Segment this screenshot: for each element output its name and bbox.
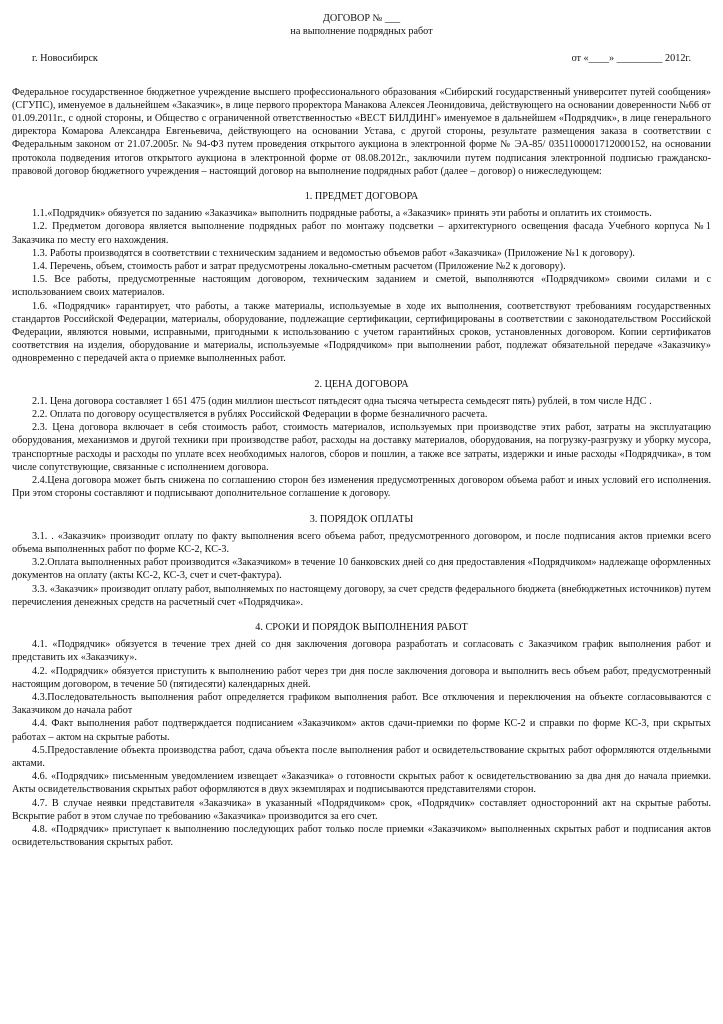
clause: 4.1. «Подрядчик» обязуется в течение трех дней со дня заключения договора разработать и согласовать с Заказчиком график выполнения работ и представить их «Заказчику». — [12, 639, 711, 664]
clause: 2.1. Цена договора составляет 1 651 475 (один миллион шестьсот пятьдесят одна тысяча четыреста семьдесят пять) рублей, в том числе НДС . — [32, 395, 652, 407]
clause: 4.4. Факт выполнения работ подтверждается подписанием «Заказчиком» актов сдачи-приемки по форме КС-2 и справки по форме КС-3, при скрытых работах – актом на скрытые работы. — [12, 718, 711, 743]
section-heading: 3. ПОРЯДОК ОПЛАТЫ — [309, 513, 414, 525]
clause: 4.7. В случае неявки представителя «Заказчика» в указанный «Подрядчиком» срок, «Подрядчик» составляет односторонний акт на скрытые работы. Вскрытие работ в этом случае по требованию «Заказчика» производится за его счет. — [12, 797, 711, 822]
clause: 4.3.Последовательность выполнения работ определяется графиком выполнения работ. Все отключения и переключения на объекте согласовываются с Заказчиком до начала работ — [12, 691, 711, 717]
clause: 1.6. «Подрядчик» гарантирует, что работы, а также материалы, используемые в ходе их выполнения, соответствуют требованиям государственных стандартов Российской Федерации, материалы, оборудование, подлежащие сертификации, сертифицированы в соответствии с законодательством Российской Федерации, являются новыми, исправными, пригодными к использованию с учетом гарантийных сроков, установленных договором. Копии сертификатов соответствия на изделия, оборудование и материалы, используемые «Подрядчиком» при выполнении работ, подлежат обязательной передаче «Заказчику» одновременно с передачей акта о приемке выполненных работ. — [12, 300, 711, 365]
clause: 4.2. «Подрядчик» обязуется приступить к выполнению работ через три дня после заключения договора и выполнить весь объем работ, предусмотренный настоящим договором, в течение 50 (пятидесяти) календарных дней. — [12, 665, 711, 690]
clause: 1.3. Работы производятся в соответствии с техническим заданием и ведомостью объемов работ «Заказчика» (Приложение №1 к договору). — [32, 247, 635, 259]
contract-subtitle: на выполнение подрядных работ — [290, 26, 433, 38]
clause: 1.5. Все работы, предусмотренные настоящим договором, техническим заданием и сметой, выполняются «Подрядчиком» своими силами и с использованием своих материалов. — [12, 274, 711, 299]
preamble-paragraph: Федеральное государственное бюджетное учреждение высшего профессионального образования «Сибирский государственный университет путей сообщения» (СГУПС), именуемое в дальнейшем «Заказчик», в лице первого проректора Манакова Алексея Леонидовича, действующего на основании доверенности №66 от 01.09.2011г., с одной стороны, и Общество с ограниченной ответственностью «ВЕСТ БИЛДИНГ» именуемое в дальнейшем «Подрядчик», в лице генерального директора Комарова Александра Евгеньевича, действующего на основании Устава, с другой стороны, результате размещения заказа в соответствии с Федеральным законом от 21.07.2005г. № 94-ФЗ путем проведения открытого аукциона в электронной форме № ЭА-85/ 0351100001712000152, на основании протокола подведения итогов открытого аукциона в электронной форме от 08.08.2012г., заключили путем подписания электронной подписью гражданско-правовой договор бюджетного учреждения – настоящий договор на выполнение подрядных работ (далее – договор) о нижеследующем: — [12, 86, 711, 177]
clause: 1.1.«Подрядчик» обязуется по заданию «Заказчика» выполнить подрядные работы, а «Заказчик» принять эти работы и оплатить их стоимость. — [32, 208, 652, 220]
clause: 1.2. Предметом договора является выполнение подрядных работ по монтажу подсветки – архитектурного освещения фасада Учебного корпуса №1 Заказчика по месту его нахождения. — [12, 221, 711, 246]
clause: 2.4.Цена договора может быть снижена по соглашению сторон без изменения предусмотренных договором объема работ и иных условий его исполнения. При этом стороны составляют и подписывают дополнительное соглашение к договору. — [12, 475, 711, 500]
section-heading: 1. ПРЕДМЕТ ДОГОВОРА — [304, 191, 419, 203]
clause: 1.4. Перечень, объем, стоимость работ и затрат предусмотрены локально-сметным расчетом (Приложение №2 к договору). — [32, 261, 566, 273]
clause: 3.1. . «Заказчик» производит оплату по факту выполнения всего объема работ, предусмотренного договором, и после подписания актов приемки всего объема выполненных работ по форме КС-2, КС-3. — [12, 530, 711, 555]
city-label: г. Новосибирск — [32, 53, 98, 65]
contract-title: ДОГОВОР № ___ — [322, 13, 401, 24]
section-heading: 2. ЦЕНА ДОГОВОРА — [314, 378, 409, 390]
section-heading: 4. СРОКИ И ПОРЯДОК ВЫПОЛНЕНИЯ РАБОТ — [255, 621, 468, 633]
date-label: от «____» _________ 2012г. — [571, 53, 691, 65]
clause: 4.6. «Подрядчик» письменным уведомлением извещает «Заказчика» о готовности скрытых работ к освидетельствованию за два дня до начала приемки. Акты освидетельствования скрытых работ оформляются в двух экземплярах и подписываются представителями сторон. — [12, 771, 711, 796]
clause: 2.2. Оплата по договору осуществляется в рублях Российской Федерации в форме безналичного расчета. — [32, 409, 488, 421]
clause: 2.3. Цена договора включает в себя стоимость работ, стоимость материалов, используемых при производстве этих работ, затраты на эксплуатацию оборудования, механизмов и другой техники при производстве работ, расходы на доставку материалов, оборудования, на погрузку-разгрузку и уборку мусора, транспортные расходы и расходы по уплате всех необходимых налогов, сборов и пошлин, а также все затраты, издержки и иные расходы «Подрядчика», в том числе сопутствующие, связанные с исполнением договора. — [12, 422, 711, 473]
clause: 3.3. «Заказчик» производит оплату работ, выполняемых по настоящему договору, за счет средств федерального бюджета (внебюджетных источников) путем перечисления денежных средств на расчетный счет «Подрядчика». — [12, 583, 711, 608]
clause: 4.8. «Подрядчик» приступает к выполнению последующих работ только после приемки «Заказчиком» выполненных скрытых работ и подписания актов освидетельствования скрытых работ. — [12, 823, 711, 849]
place-date-row — [12, 52, 711, 65]
clause: 4.5.Предоставление объекта производства работ, сдача объекта после выполнения работ и освидетельствование скрытых работ оформляются отдельными актами. — [12, 744, 711, 769]
clause: 3.2.Оплата выполненных работ производится «Заказчиком» в течение 10 банковских дней со дня предоставления «Подрядчиком» надлежаще оформленных документов на оплату (акты КС-2, КС-3, счет и счет-фактура). — [12, 557, 711, 582]
